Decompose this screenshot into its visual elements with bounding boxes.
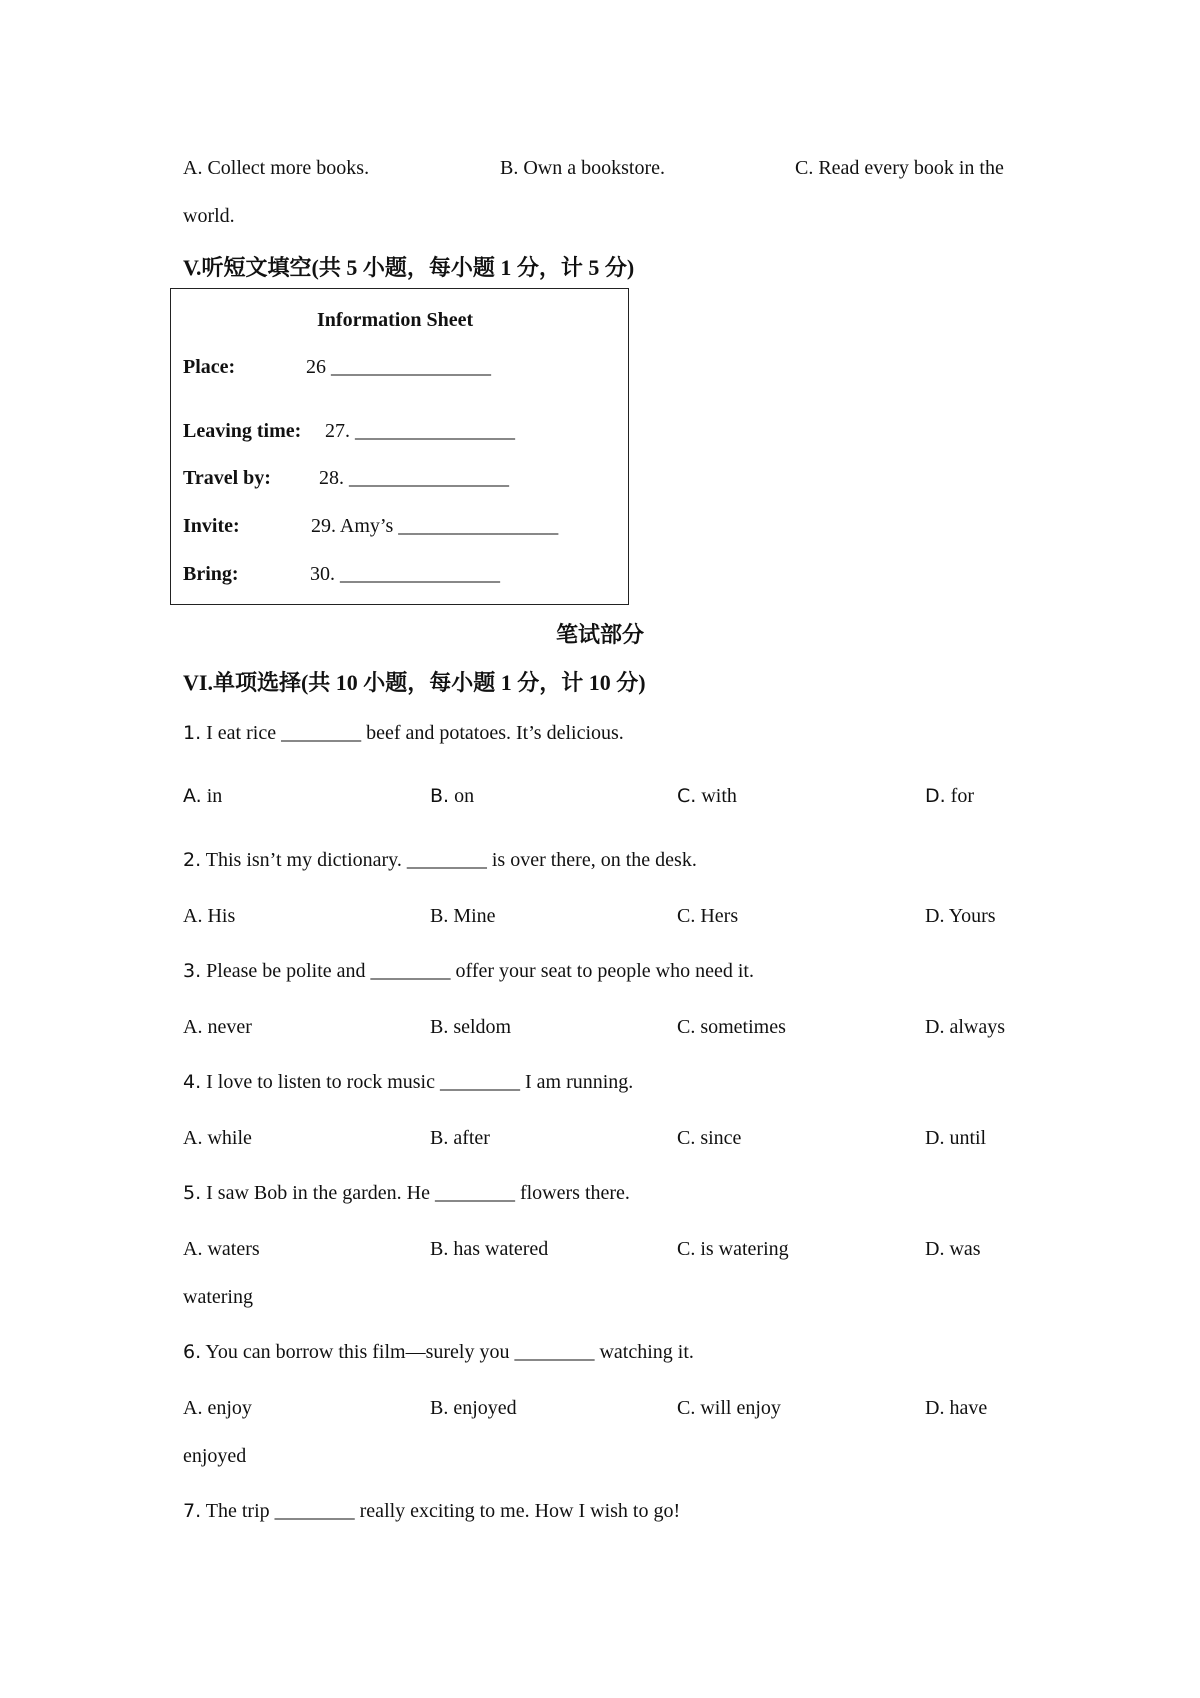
q4-option-b: B. after <box>430 1127 490 1149</box>
row-label-place: Place: <box>183 356 236 378</box>
blank-27: 27. ________________ <box>325 420 515 442</box>
q4-option-d: D. until <box>925 1127 987 1149</box>
option-c-continued: world. <box>183 205 235 227</box>
section-5-heading: V.听短文填空(共 5 小题，每小题 1 分，计 5 分) <box>183 255 635 280</box>
q6-option-a: A. enjoy <box>183 1397 252 1419</box>
q6-option-d-continued: enjoyed <box>183 1445 247 1467</box>
q1-option-b: B. on <box>430 785 475 807</box>
option-a: A. Collect more books. <box>183 157 370 179</box>
q3-option-d: D. always <box>925 1016 1005 1038</box>
q6-option-b: B. enjoyed <box>430 1397 517 1419</box>
q1-option-d: D. for <box>925 785 974 807</box>
q6-option-c: C. will enjoy <box>677 1397 781 1419</box>
row-label-invite: Invite: <box>183 515 240 537</box>
row-label-bring: Bring: <box>183 563 239 585</box>
question-7: 7. The trip ________ really exciting to me. How I wish to go! <box>183 1500 681 1522</box>
question-4: 4. I love to listen to rock music ________ I am running. <box>183 1071 634 1093</box>
question-1: 1. I eat rice ________ beef and potatoes. It’s delicious. <box>183 722 624 744</box>
row-label-leaving-time: Leaving time: <box>183 420 302 442</box>
q6-option-d: D. have <box>925 1397 988 1419</box>
blank-26: 26 ________________ <box>306 356 491 378</box>
information-sheet-title: Information Sheet <box>317 309 474 331</box>
q3-option-a: A. never <box>183 1016 252 1038</box>
blank-28: 28. ________________ <box>319 467 509 489</box>
q2-option-a: A. His <box>183 905 236 927</box>
question-5: 5. I saw Bob in the garden. He ________ flowers there. <box>183 1182 630 1204</box>
q5-option-c: C. is watering <box>677 1238 789 1260</box>
blank-30: 30. ________________ <box>310 563 500 585</box>
q3-option-c: C. sometimes <box>677 1016 786 1038</box>
option-b: B. Own a bookstore. <box>500 157 665 179</box>
q5-option-d: D. was <box>925 1238 981 1260</box>
q2-option-c: C. Hers <box>677 905 739 927</box>
q4-option-c: C. since <box>677 1127 742 1149</box>
question-6: 6. You can borrow this film—surely you ________ watching it. <box>183 1341 694 1363</box>
information-sheet-box <box>170 288 629 605</box>
question-3: 3. Please be polite and ________ offer your seat to people who need it. <box>183 960 754 982</box>
q3-option-b: B. seldom <box>430 1016 512 1038</box>
row-label-travel-by: Travel by: <box>183 467 271 489</box>
option-c: C. Read every book in the <box>795 157 1004 179</box>
written-part-title: 笔试部分 <box>556 622 645 647</box>
q2-option-b: B. Mine <box>430 905 496 927</box>
q5-option-b: B. has watered <box>430 1238 549 1260</box>
q4-option-a: A. while <box>183 1127 252 1149</box>
q5-option-d-continued: watering <box>183 1286 253 1308</box>
q5-option-a: A. waters <box>183 1238 260 1260</box>
section-6-heading: VI.单项选择(共 10 小题，每小题 1 分，计 10 分) <box>183 670 646 695</box>
question-2: 2. This isn’t my dictionary. ________ is over there, on the desk. <box>183 849 697 871</box>
q2-option-d: D. Yours <box>925 905 996 927</box>
q1-option-a: A. in <box>183 785 223 807</box>
q1-option-c: C. with <box>677 785 737 807</box>
blank-29: 29. Amy’s ________________ <box>311 515 559 537</box>
